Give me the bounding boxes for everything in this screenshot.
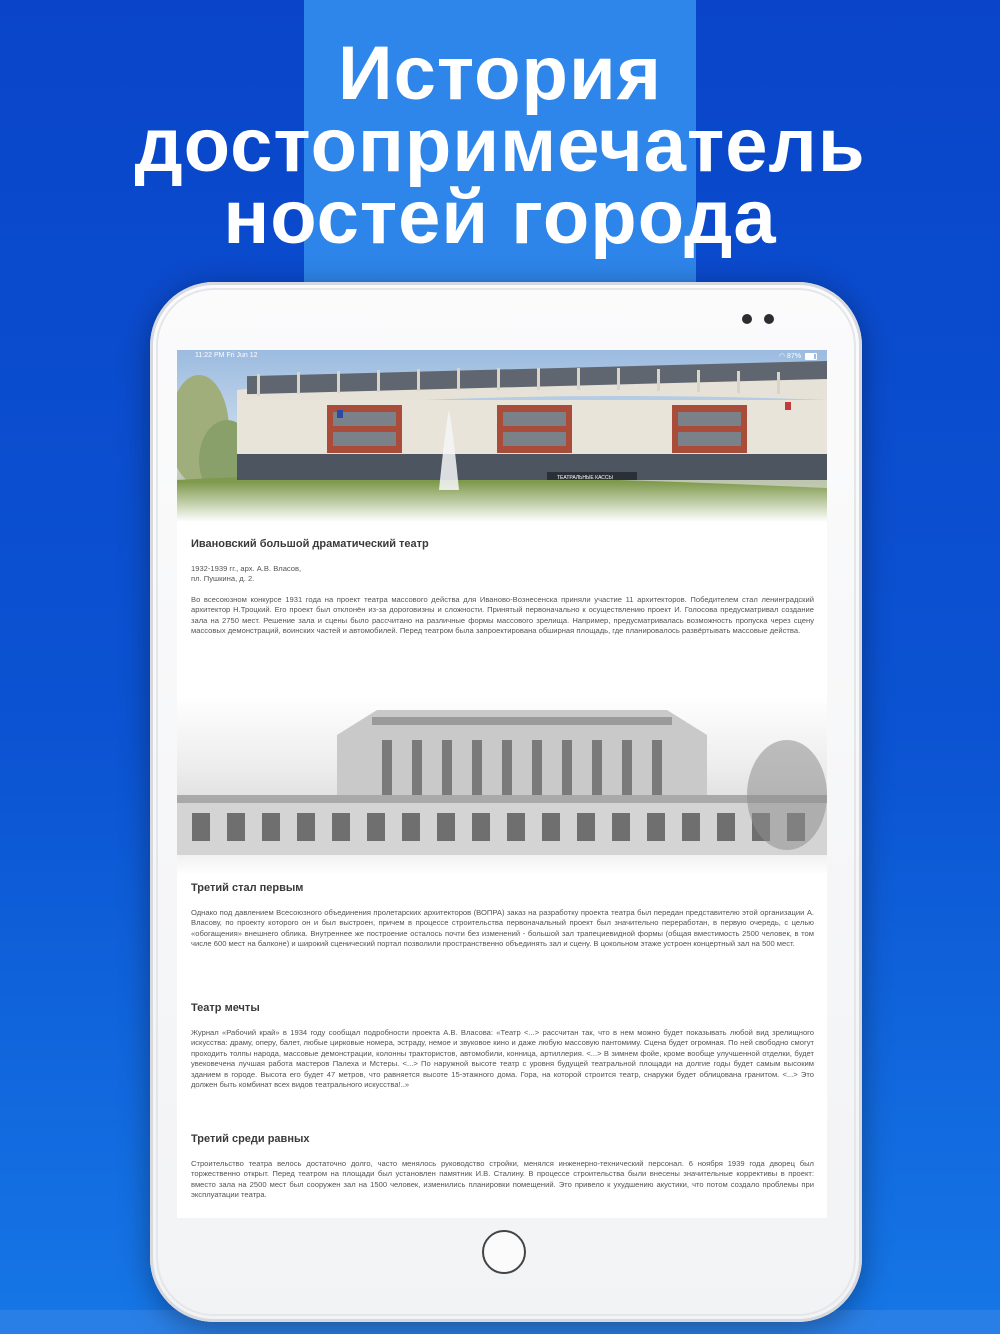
section-1	[191, 538, 814, 636]
photo-sign: ТЕАТРАЛЬНЫЕ КАССЫ	[557, 475, 613, 481]
wifi-icon: ◠	[778, 353, 786, 360]
battery-icon	[805, 353, 817, 360]
historical-photo-illustration	[177, 695, 827, 875]
headline-line-2: достопримечатель	[134, 103, 866, 188]
headline-line-3: ностей города	[223, 175, 777, 260]
section-title: Театр мечты	[191, 1002, 260, 1014]
photo-fade	[177, 482, 827, 522]
device-screen[interactable]	[177, 350, 827, 1218]
ipad-device	[150, 282, 862, 1322]
camera-dot	[742, 314, 752, 324]
section-title: Третий среди равных	[191, 1133, 310, 1145]
section-3	[191, 1002, 814, 1090]
status-right	[779, 352, 817, 360]
status-time: 11:22 PM Fri Jun 12	[195, 352, 258, 359]
section-meta	[191, 564, 814, 585]
section-body: Журнал «Рабочий край» в 1934 году сообщал подробности проекта А.В. Власова: «Театр <...> рассчитан так, что в нем можно будет показывать любой вид зрелищного искусства: драму, оперу, балет, любые цирковые номера, эстраду, немое и звуковое кино и даже любую массовую пантомиму. Сцена будет огромная. По ней свободно смогут проходить толпы народа, массовые демонстрации, колонны трактористов, автомобили, конница, артиллерия. <...> В зимнем фойе, кроме вообще улучшенной отделки, будет увековечена лучшая работа мастеров Палеха и Мстеры. <...> По наружной высоте театр с уровня будущей театральной площади на долгие годы будет самым высоким зданием в городе. Высота его будет 47 метров, что равняется высоте 15-этажного дома. Гора, на которой строится театр, снаружи будет облицована гранитом. <...> Это должен быть комбинат всех видов театрального искусства!..»	[191, 1028, 814, 1090]
meta-line-1: 1932-1939 гг., арх. А.В. Власов,	[191, 564, 302, 573]
section-2	[191, 882, 814, 950]
battery-percent: 87%	[787, 353, 802, 360]
section-body: Однако под давлением Всесоюзного объединения пролетарских архитекторов (ВОПРА) заказ на разработку проекта театра был передан представителю этой организации А. Власову, по проекту которого он и был выстроен, причем в процессе строительства первоначальный проект был значительно переработан, в первую очередь, с целью «обогащения» внешнего облика. Внутреннее же построение осталось почти без изменений - большой зал трапециевидной формы (общая вместимость 2500 человек, в том числе 600 мест на балконе) и широкий сценический портал позволили пространственно объединять зал и сцену. В цокольном этаже устроен концертный зал на 500 мест.	[191, 908, 814, 949]
section-body: Во всесоюзном конкурсе 1931 года на проект театра массового действа для Иваново-Вознесенска приняли участие 11 архитекторов. Победителем стал ленинградский архитектор Н.Троцкий. Его проект был отклонён из-за дороговизны и сложности. Принятый первоначально к осуществлению проект И. Голосова предусматривал создание зала на 2750 мест. Решение зала и сцены было рассчитано на различные формы массового зрелища. Например, предусматривалась возможность пропуска через сцену массовых демонстраций, воинских частей и автомобилей. Перед театром была запроектирована обширная площадь, где планировалось развёртывать массовые действа.	[191, 594, 814, 636]
home-button[interactable]	[482, 1230, 526, 1274]
sensor-dot	[764, 314, 774, 324]
status-bar	[177, 350, 827, 362]
section-title: Третий стал первым	[191, 882, 304, 894]
section-title: Ивановский большой драматический театр	[191, 538, 429, 550]
meta-line-2: пл. Пушкина, д. 2.	[191, 574, 255, 584]
theatre-photo-historical	[177, 695, 827, 875]
promo-headline	[0, 31, 1000, 260]
section-4	[191, 1133, 814, 1201]
theatre-photo-color	[177, 350, 827, 522]
section-body: Строительство театра велось достаточно долго, часто менялось руководство стройки, менялся инженерно-технический персонал. 6 ноября 1939 года дворец был торжественно открыт. Перед театром на площади был установлен памятник И.В. Сталину. В процессе строительства были внесены значительные коррективы в проект: вместо зала на 2500 мест был сооружен зал на 1500 человек, изменились планировки помещений. Это привело к ухудшению акустики, что потом создало проблемы при эксплуатации театра.	[191, 1159, 814, 1200]
headline-line-1: История	[337, 31, 663, 116]
